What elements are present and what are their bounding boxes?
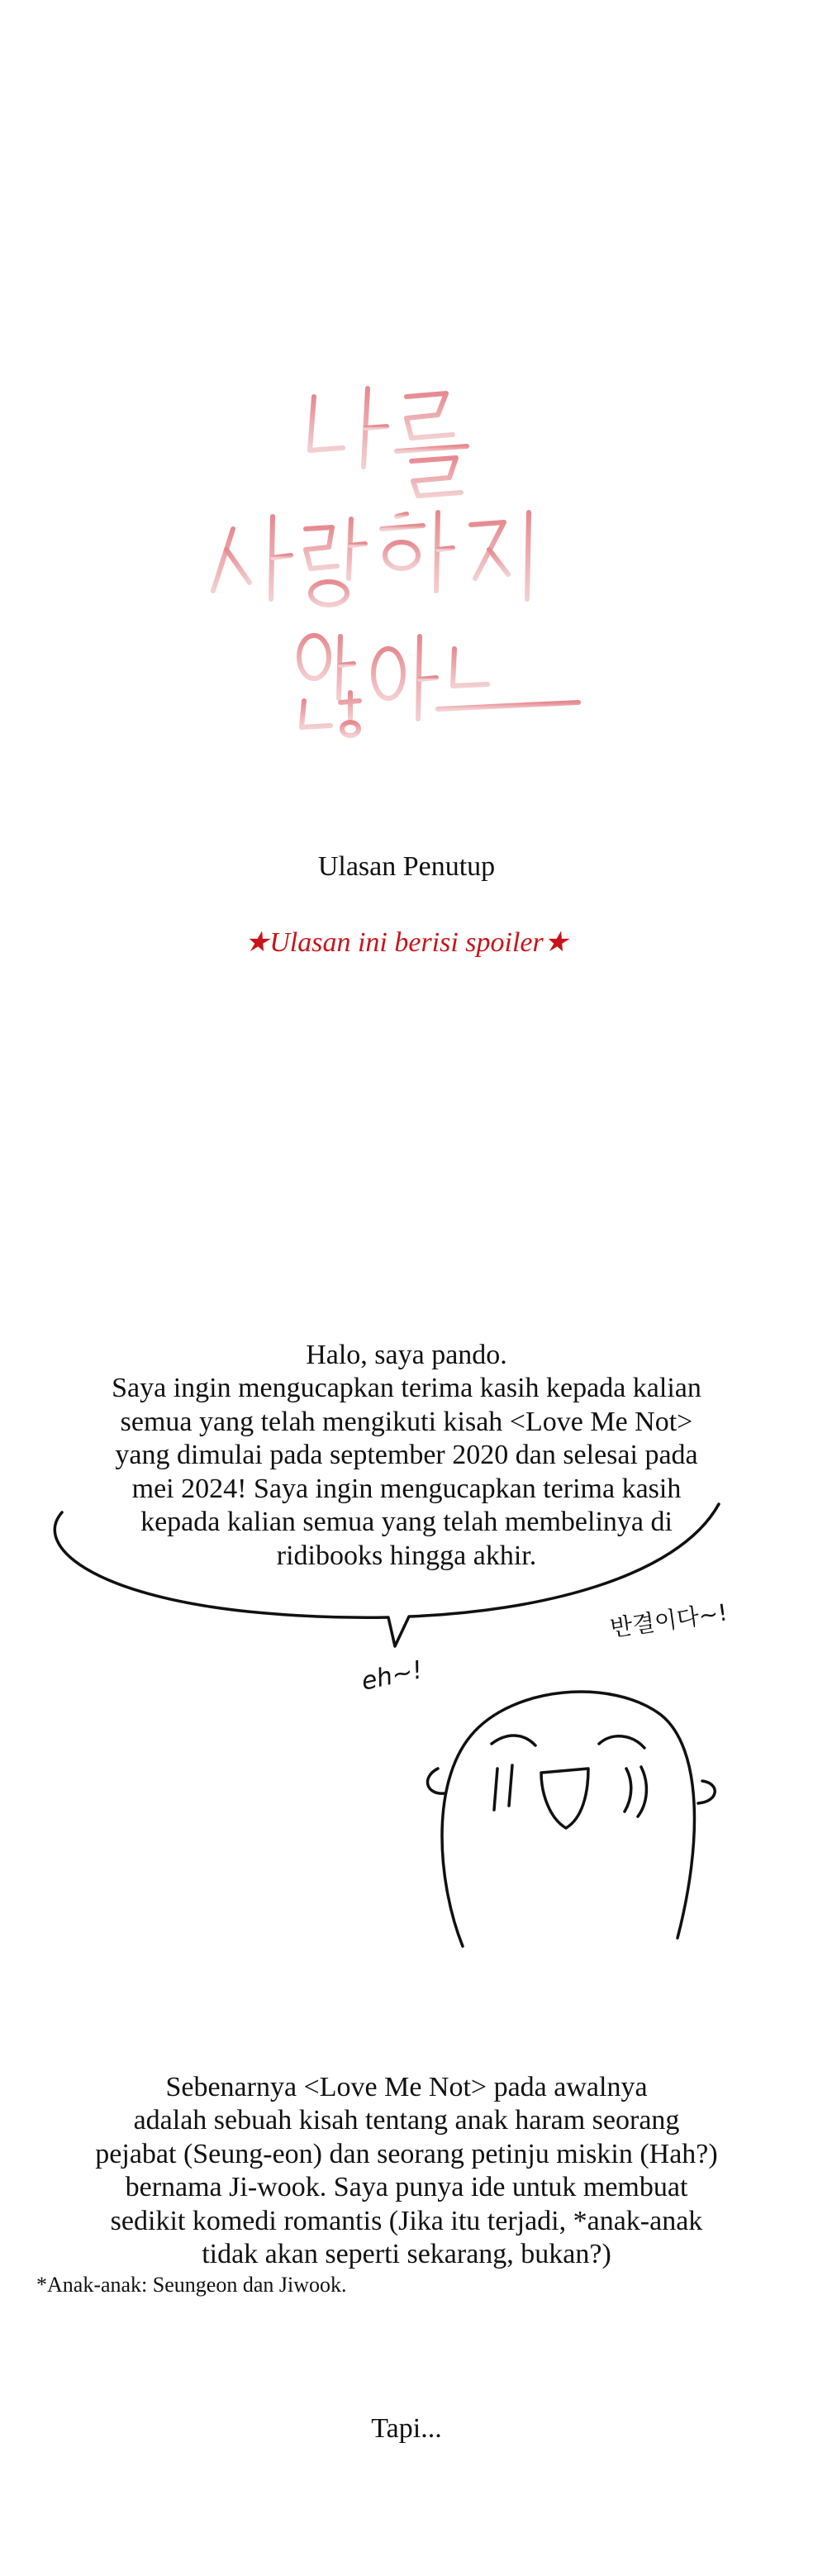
title-logo	[190, 372, 620, 785]
bubble-line: ridibooks hingga akhir.	[276, 1540, 537, 1571]
exclaim-left: eh~!	[359, 1655, 426, 1697]
paragraph-line: Sebenarnya <Love Me Not> pada awalnya	[165, 2072, 648, 2102]
paragraph-line: tidak akan seperti sekarang, bukan?)	[202, 2239, 611, 2270]
paragraph-line: adalah sebuah kisah tentang anak haram seorang	[133, 2105, 680, 2136]
review-paragraph	[25, 2071, 788, 2272]
ghost-doodle	[347, 1570, 813, 1967]
bubble-line: yang dimulai pada september 2020 dan selesai pada	[115, 1440, 698, 1471]
bubble-line: kepada kalian semua yang telah membelinya di	[140, 1507, 673, 1538]
spoiler-warning: ★Ulasan ini berisi spoiler★	[244, 927, 569, 958]
closing-text: Tapi...	[371, 2413, 442, 2444]
footnote: *Anak-anak: Seungeon dan Jiwook.	[36, 2273, 347, 2297]
bubble-line: Saya ingin mengucapkan terima kasih kepada kalian	[112, 1373, 701, 1404]
bubble-line: Halo, saya pando.	[306, 1340, 507, 1370]
subtitle: Ulasan Penutup	[317, 851, 496, 882]
paragraph-line: pejabat (Seung-eon) dan seorang petinju miskin (Hah?)	[95, 2138, 718, 2169]
paragraph-line: sedikit komedi romantis (Jika itu terjadi, *anak-anak	[110, 2205, 703, 2236]
paragraph-line: bernama Ji-wook. Saya punya ide untuk membuat	[125, 2172, 688, 2203]
bubble-line: semua yang telah mengikuti kisah <Love Me Not>	[120, 1406, 693, 1437]
exclaim-right: 반결이다~!	[608, 1598, 730, 1642]
bubble-line: mei 2024! Saya ingin mengucapkan terima kasih	[131, 1473, 682, 1504]
